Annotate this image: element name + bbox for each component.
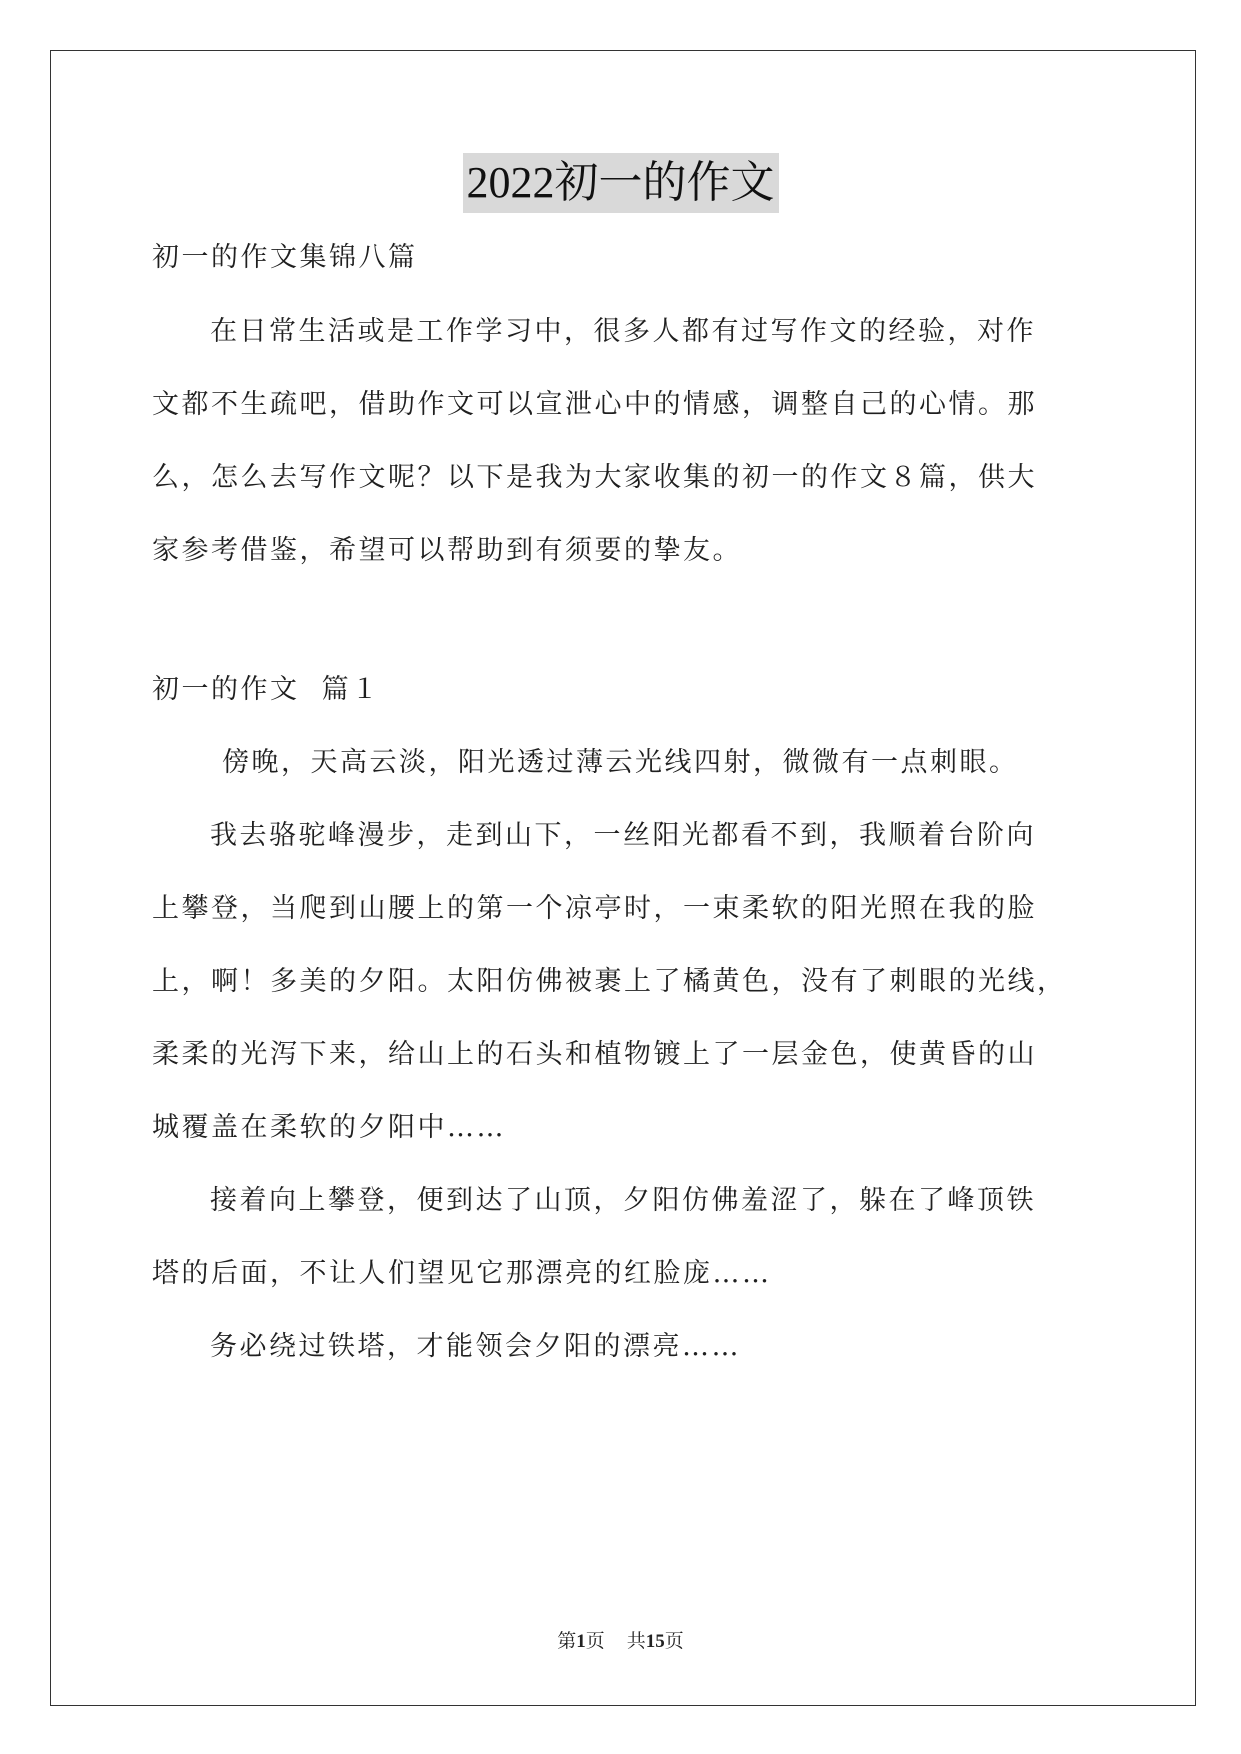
body-line: 接着向上攀登，便到达了山顶，夕阳仿佛羞涩了，躲在了峰顶铁 xyxy=(210,1185,1036,1216)
body-line: 塔的后面，不让人们望见它那漂亮的红脸庞…… xyxy=(152,1258,772,1289)
total-prefix: 共 xyxy=(626,1631,646,1652)
intro-line: 家参考借鉴，希望可以帮助到有须要的挚友。 xyxy=(152,535,742,566)
total-suffix: 页 xyxy=(664,1631,684,1652)
body-line: 上攀登，当爬到山腰上的第一个凉亭时，一束柔软的阳光照在我的脸 xyxy=(152,893,1037,924)
intro-line: 在日常生活或是工作学习中，很多人都有过写作文的经验，对作 xyxy=(210,316,1036,347)
title-container xyxy=(0,153,1241,213)
page-footer xyxy=(0,1630,1241,1654)
page-border xyxy=(50,50,1196,1706)
body-line: 我去骆驼峰漫步，走到山下，一丝阳光都看不到，我顺着台阶向 xyxy=(210,820,1036,851)
document-subtitle: 初一的作文集锦八篇 xyxy=(152,242,418,273)
body-line: 上，啊！多美的夕阳。太阳仿佛被裹上了橘黄色，没有了刺眼的光线， xyxy=(152,966,1067,997)
body-line: 务必绕过铁塔，才能领会夕阳的漂亮…… xyxy=(210,1331,741,1362)
document-title: 2022初一的作文 xyxy=(463,153,779,213)
page-prefix: 第 xyxy=(557,1631,577,1652)
body-line: 傍晚，天高云淡，阳光透过薄云光线四射，微微有一点刺眼。 xyxy=(222,747,1019,778)
body-line: 城覆盖在柔软的夕阳中…… xyxy=(152,1112,506,1143)
page-current: 1 xyxy=(576,1631,586,1652)
section-heading: 初一的作文 篇１ xyxy=(152,674,381,705)
page-total: 15 xyxy=(645,1631,665,1652)
page-suffix: 页 xyxy=(585,1631,605,1652)
intro-line: 么，怎么去写作文呢？以下是我为大家收集的初一的作文８篇，供大 xyxy=(152,462,1037,493)
body-line: 柔柔的光泻下来，给山上的石头和植物镀上了一层金色，使黄昏的山 xyxy=(152,1039,1037,1070)
intro-line: 文都不生疏吧，借助作文可以宣泄心中的情感，调整自己的心情。那 xyxy=(152,389,1037,420)
